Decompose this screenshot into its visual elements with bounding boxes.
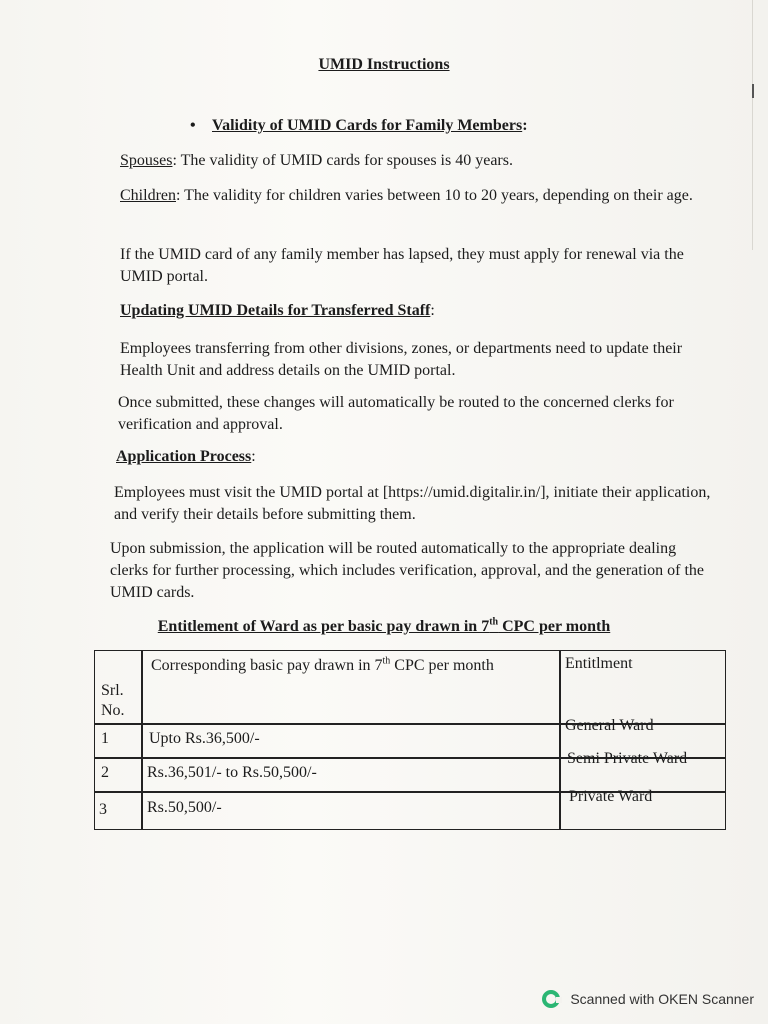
validity-heading-colon: : [522,117,528,134]
scanner-watermark [542,990,754,1008]
application-heading-text: Application Process [116,448,252,465]
application-paragraph-2: Upon submission, the application will be routed automatically to the appropriate dealing clerks for further processing, which includes verification, approval, and the generation of the UMID cards. [110,540,705,601]
updating-heading [120,302,435,320]
application-heading [116,448,256,466]
entitlement-heading [0,618,768,636]
entitlement-heading-post: CPC per month [498,618,611,635]
children-paragraph [120,185,700,207]
row-1-srl: 1 [101,730,109,747]
scanner-text: Scanned with OKEN Scanner [570,991,754,1007]
row-3-pay: Rs.50,500/- [147,799,222,816]
bullet: • [190,117,196,134]
children-text: : The validity for children varies between 10 to 20 years, depending on their age. [176,187,693,204]
updating-heading-colon: : [430,302,435,319]
validity-heading [190,117,528,135]
page-edge [752,0,753,250]
page-edge-mark [752,84,754,98]
header-pay-sup: th [382,655,391,667]
header-entitlement: Entitlment [565,655,633,672]
header-pay-pre: Corresponding basic pay drawn in 7 [151,657,383,674]
entitlement-table [94,650,726,830]
spouses-text: : The validity of UMID cards for spouses is 40 years. [172,152,513,169]
children-label: Children [120,187,176,204]
lapsed-paragraph: If the UMID card of any family member has lapsed, they must apply for renewal via the UMID portal. [120,246,684,285]
spouses-paragraph [120,150,720,172]
entitlement-heading-pre: Entitlement of Ward as per basic pay drawn in 7 [157,618,490,635]
row-1-pay: Upto Rs.36,500/- [149,730,260,747]
spouses-label: Spouses [120,152,173,169]
table-divider [559,651,561,829]
oken-logo-icon [542,990,560,1008]
page-title: UMID Instructions [318,56,450,73]
row-1-entitlement: General Ward [565,717,654,734]
row-3-entitlement: Private Ward [569,788,653,805]
application-heading-colon: : [251,448,256,465]
validity-heading-text: Validity of UMID Cards for Family Members [212,117,523,134]
updating-paragraph-1: Employees transferring from other divisions, zones, or departments need to update their Health Unit and address details on the UMID portal. [120,340,683,379]
application-paragraph-1: Employees must visit the UMID portal at [https://umid.digitalir.in/], initiate their application, and verify their details before submitting them. [114,484,711,523]
row-2-srl: 2 [101,764,109,781]
updating-heading-text: Updating UMID Details for Transferred Staff [120,302,431,319]
row-2-pay: Rs.36,501/- to Rs.50,500/- [147,764,317,781]
header-pay [151,657,551,675]
entitlement-heading-sup: th [489,616,499,628]
header-pay-post: CPC per month [390,657,494,674]
header-srl: Srl. No. [101,682,125,719]
table-divider [141,651,143,829]
row-2-entitlement: Semi Private Ward [567,750,688,767]
updating-paragraph-2: Once submitted, these changes will automatically be routed to the concerned clerks for verification and approval. [118,394,674,433]
row-3-srl: 3 [99,801,107,818]
